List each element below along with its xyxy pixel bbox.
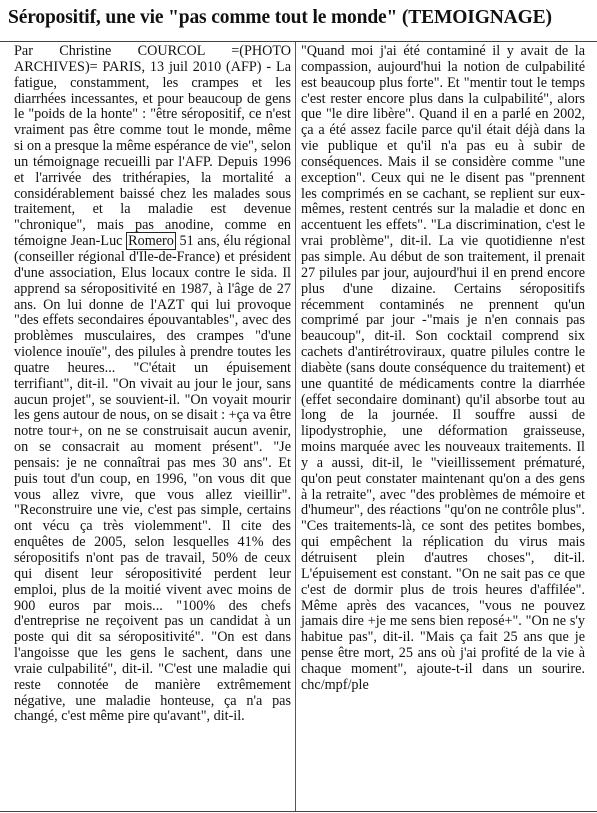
footer-rule <box>0 811 597 812</box>
article-right-column <box>301 44 585 694</box>
highlighted-name: Romero <box>128 233 174 250</box>
left-column-text-end: 51 ans, élu régional (conseiller régional d'Ile-de-France) et président d'une association, Elus locaux contre le sida. Il apprend sa séropositivité en 1987, à l'âge de 27 ans. On lui donne de l'AZT qui lui provoque "des effets secondaires épouvantables", avec des problèmes musculaires, des crampes "d'une violence inouïe", des pilules à prendre toutes les quatre heures... "C'était un épuisement terrifiant", dit-il. "On vivait au jour le jour, sans aucun projet", se souvient-il. "On voyait mourir les gens autour de nous, on se disait : +ça va être notre tour+, on ne se construisait aucun avenir, on se consacrait au moment présent". "Je pensais: je ne connaîtrai pas mes 30 ans". Et puis tout d'un coup, en 1996, "on vous dit que vous allez vivre, que vous allez vieillir". "Reconstruire une vie, c'est pas simple, certains ont vécu ça très violemment". Il cite des enquêtes de 2005, selon lesquelles 41% des séropositifs n'ont pas de travail, 50% de ceux qui disent leur séropositivité perdent leur emploi, plus de la moitié vivent avec moins de 900 euros par mois... "100% des chefs d'entreprise ne reçoivent pas un candidat à un poste qui dit sa séropositivité". "On est dans l'angoisse que les gens le sachent, dans une vraie culpabilité", dit-il. "C'est une maladie qui reste connotée de manière extrêmement négative, une maladie honteuse, ça n'a pas changé, c'est même pire qu'avant", dit-il. <box>14 233 292 725</box>
left-column-text <box>14 44 291 725</box>
left-column-text-start: Par Christine COURCOL =(PHOTO ARCHIVES)= PARIS, 13 juil 2010 (AFP) - La fatigue, constamment, les crampes et les diarrhées incessantes, et pour beaucoup de gens le "poids de la honte" : "être séropositif, ce n'est vraiment pas être comme tout le monde, même si on a presque la même espérance de vie", selon un témoignage recueilli par l'AFP. Depuis 1996 et l'arrivée des trithérapies, la mortalité a considérablement baissé chez les malades sous traitement, et la maladie est devenue "chronique", mais pas anodine, comme en témoigne Jean-Luc <box>14 43 291 250</box>
header-rule <box>0 41 597 42</box>
right-column-text: "Quand moi j'ai été contaminé il y avait de la compassion, aujourd'hui la notion de culpabilité est beaucoup plus forte". Et "mentir tout le temps c'est rester encore plus dans la culpabilité", alors que "le dire libère". Quand il en a parlé en 2002, ça a été assez facile parce qu'il était déjà dans la vie publique et qu'il n'a pas eu à subir de conséquences. Mais il se considère comme "une exception". Ceux qui ne le disent pas "prennent les comprimés en se cachant, se replient sur eux-mêmes, restent centrés sur la maladie et donc en accentuent les effets". "La discrimination, c'est le vrai problème", dit-il. La vie quotidienne n'est pas simple. Au début de son traitement, il prenait 27 pilules par jour, aujourd'hui il en prend encore plus d'une dizaine. Certains séropositifs récemment contaminés ne prennent qu'un comprimé par jour -"mais je n'en connais pas beaucoup", dit-il. Son cocktail comprend six cachets d'antirétroviraux, quatre pilules contre le diabète (sans doute conséquence du traitement) et une quantité de médicaments contre la diarrhée (effet secondaire dominant) qu'il absorbe tout au long de la journée. Il souffre aussi de lipodystrophie, une déformation graisseuse, moins marquée avec les nouveaux traitements. Il y a aussi, dit-il, le "vieillissement prématuré, qu'on peut constater maintenant qu'on a des gens à la retraite", avec "des problèmes de mémoire et d'humeur", des réactions "qu'on ne contrôle plus". "Ces traitements-là, ce sont des petites bombes, qui empêchent la réplication du virus mais détruisent plein d'autres choses", dit-il. L'épuisement est constant. "On ne sait pas ce que c'est de dormir plus de trois heures d'affilée". Même après des vacances, "vous ne pouvez jamais dire +je me sens bien reposé+". "On ne s'y habitue pas", dit-il. "Mais ça fait 25 ans que je pense être mort, 25 ans où j'ai profité de la vie à chaque moment", ajoute-t-il dans un sourire. chc/mpf/ple <box>301 43 585 693</box>
article-left-column <box>14 44 291 725</box>
article-headline: Séropositif, une vie "pas comme tout le monde" (TEMOIGNAGE) <box>8 7 552 28</box>
column-divider <box>295 42 296 811</box>
